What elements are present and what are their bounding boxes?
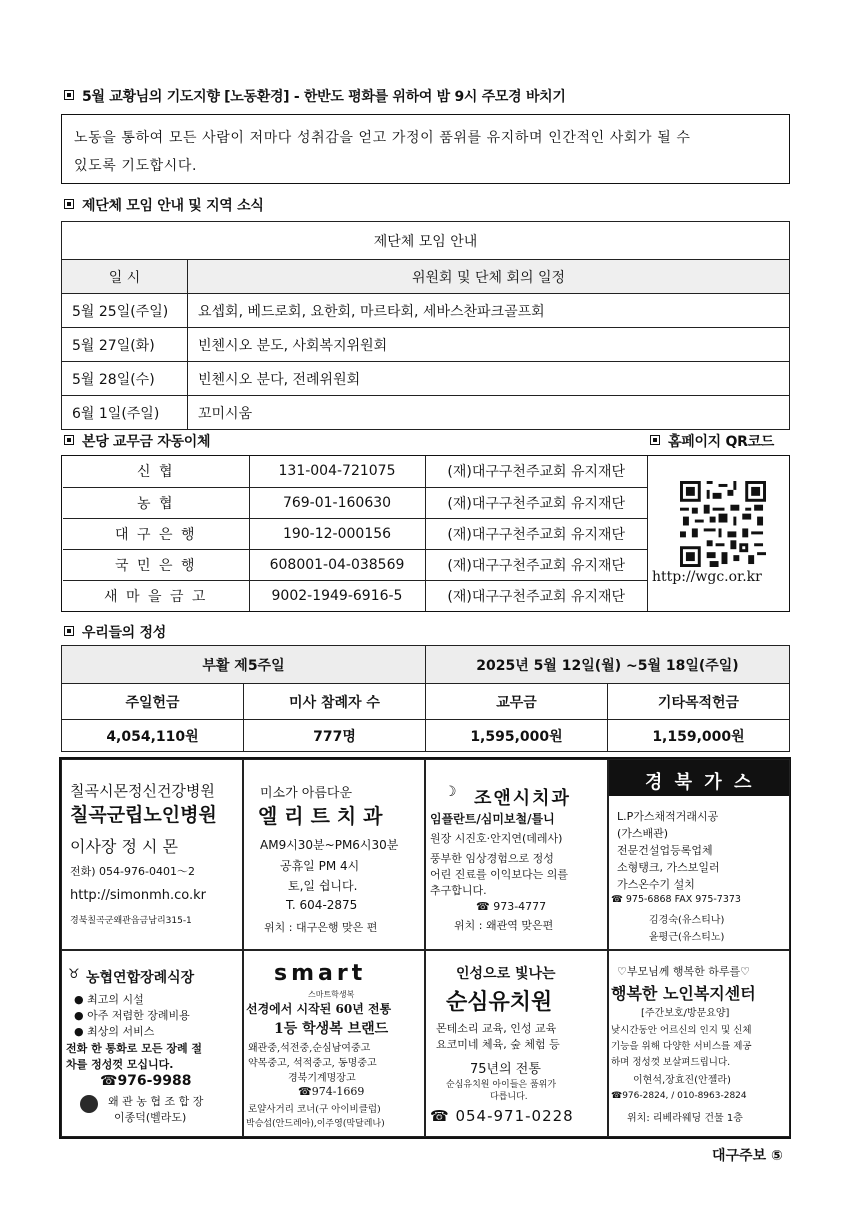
col-date-header: 일 시 [62, 260, 188, 294]
table-row [63, 487, 648, 518]
offering-heading: 우리들의 정성 [64, 622, 166, 642]
col-header: 미사 참례자 수 [244, 684, 426, 720]
page-footer: 대구주보 ⑤ [712, 1148, 783, 1164]
meetings-table-title: 제단체 모임 안내 [62, 222, 790, 260]
meeting-desc: 빈첸시오 분도, 사회복지위원회 [188, 328, 790, 362]
ad-smart-uniform: smart 스마트학생복 선경에서 시작된 60년 전통 1등 학생복 브랜드 왜관중,석전중,순심남여중고 약목중고, 석적중고, 동명중고 경북기계명장고 ☎974-1669 로얄사거리 코너(구 아이비클럽) 박승섭(안드레아),이주영(막달레나) [243, 950, 425, 1137]
col-header: 교무금 [426, 684, 608, 720]
square-bullet-icon [64, 199, 74, 209]
ad-joanne-dental: ☽ 조앤시치과 임플란트/심미보철/틀니 원장 시진호·안지연(데레사) 풍부한 임상경험으로 정성 어린 진료를 이익보다는 의를 추구합니다. ☎ 973-4777 위치 : 왜관역 맞은편 [425, 759, 608, 950]
col-desc-header: 위원회 및 단체 회의 일정 [188, 260, 790, 294]
meeting-date: 6월 1일(주일) [62, 396, 188, 430]
offering-value: 777명 [244, 720, 426, 752]
meeting-desc: 요셉회, 베드로회, 요한회, 마르타회, 세바스찬파크골프회 [188, 294, 790, 328]
banking-table [63, 456, 648, 611]
account-number: 9002-1949-6916-5 [249, 580, 425, 611]
meetings-heading: 제단체 모임 안내 및 지역 소식 [64, 195, 264, 215]
account-number: 131-004-721075 [249, 456, 425, 487]
qr-heading: 홈페이지 QR코드 [650, 431, 774, 451]
offering-week: 부활 제5주일 [62, 646, 426, 684]
col-header: 주일헌금 [62, 684, 244, 720]
bank-name: 새 마 을 금 고 [63, 580, 249, 611]
bank-name: 농 협 [63, 487, 249, 518]
meeting-desc: 꼬미시움 [188, 396, 790, 430]
nonghyup-logo-icon: ♉ [68, 967, 80, 982]
table-row [62, 328, 790, 362]
ad-sunsim-kindergarten: 인성으로 빛나는 순심유치원 몬테소리 교육, 인성 교육 요코미네 체육, 숲 체험 등 75년의 전통 순심유치원 아이들은 품위가 다릅니다. ☎ 054-971-0228 [425, 950, 608, 1137]
col-header: 기타목적헌금 [608, 684, 790, 720]
square-bullet-icon [64, 626, 74, 636]
prayer-line-1: 노동을 통하여 모든 사람이 저마다 성취감을 얻고 가정이 품위를 유지하며 인간적인 사회가 될 수 [74, 130, 691, 146]
homepage-url[interactable]: http://wgc.or.kr [652, 569, 762, 585]
prayer-line-2: 있도록 기도합시다. [74, 158, 198, 174]
account-number: 769-01-160630 [249, 487, 425, 518]
offering-table [61, 645, 790, 752]
account-holder: (재)대구구천주교회 유지재단 [425, 580, 648, 611]
offering-value: 1,159,000원 [608, 720, 790, 752]
offering-value: 1,595,000원 [426, 720, 608, 752]
tooth-icon: ☽ [444, 784, 457, 800]
prayer-heading: 5월 교황님의 기도지향 [노동환경] - 한반도 평화를 위하여 밤 9시 주모경 바치기 [64, 86, 566, 106]
account-number: 190-12-000156 [249, 518, 425, 549]
offering-value: 4,054,110원 [62, 720, 244, 752]
table-row [63, 580, 648, 611]
ad-happy-senior-center: ♡부모님께 행복한 하루를♡ 행복한 노인복지센터 [주간보호/방문요양] 낮시간동안 어르신의 인지 및 신체 기능을 위해 다양한 서비스를 제공 하며 정성껏 보살펴드립니다. 이현석,장효진(안젤라) ☎976-2824, / 010-8963-2824 위치: 리베라웨딩 건물 1층 [608, 950, 790, 1137]
square-bullet-icon [650, 435, 660, 445]
bank-name: 신 협 [63, 456, 249, 487]
qr-code-icon[interactable] [680, 481, 766, 567]
table-row [63, 456, 648, 487]
ad-gyeongbuk-gas: 경 북 가 스 L.P가스채적거래시공 (가스배관) 전문건설업등록업체 소형탱크, 가스보일러 가스온수기 설치 ☎ 975-6868 FAX 975-7373 김경숙(유스티나) 윤평근(유스티노) [608, 759, 790, 950]
table-row [63, 549, 648, 580]
ad-simon-hospital: 칠곡시몬정신건강병원 칠곡군립노인병원 이사장 정 시 몬 전화) 054-976-0401～2 http://simonmh.co.kr 경북칠곡군왜관읍금남리315-1 [61, 759, 243, 950]
square-bullet-icon [64, 90, 74, 100]
account-holder: (재)대구구천주교회 유지재단 [425, 487, 648, 518]
account-holder: (재)대구구천주교회 유지재단 [425, 549, 648, 580]
table-row [62, 294, 790, 328]
account-holder: (재)대구구천주교회 유지재단 [425, 518, 648, 549]
bank-name: 국 민 은 행 [63, 549, 249, 580]
meetings-table [61, 221, 790, 430]
prayer-box [61, 114, 790, 184]
ad-elite-dental: 미소가 아름다운 엘 리 트 치 과 AM9시30분~PM6시30분 공휴일 PM 4시 토,일 쉽니다. T. 604-2875 위치 : 대구은행 맞은 편 [243, 759, 425, 950]
meeting-date: 5월 27일(화) [62, 328, 188, 362]
table-row [63, 518, 648, 549]
meeting-date: 5월 28일(수) [62, 362, 188, 396]
ad-nonghyup-funeral: ♉ 농협연합장례식장 ● 최고의 시설 ● 아주 저렴한 장례비용 ● 최상의 서비스 전화 한 통화로 모든 장례 절 차를 정성껏 모십니다. ☎976-9988 왜 관 농 협 조 합 장 이종덕(벨라도) [61, 950, 243, 1137]
banking-heading: 본당 교무금 자동이체 [64, 431, 210, 451]
meeting-date: 5월 25일(주일) [62, 294, 188, 328]
table-row [62, 396, 790, 430]
table-row [62, 362, 790, 396]
account-number: 608001-04-038569 [249, 549, 425, 580]
offering-period: 2025년 5월 12일(월) ~5월 18일(주일) [426, 646, 790, 684]
nonghyup-emblem-icon [80, 1095, 98, 1113]
meeting-desc: 빈첸시오 분다, 전례위원회 [188, 362, 790, 396]
square-bullet-icon [64, 435, 74, 445]
bank-name: 대 구 은 행 [63, 518, 249, 549]
account-holder: (재)대구구천주교회 유지재단 [425, 456, 648, 487]
